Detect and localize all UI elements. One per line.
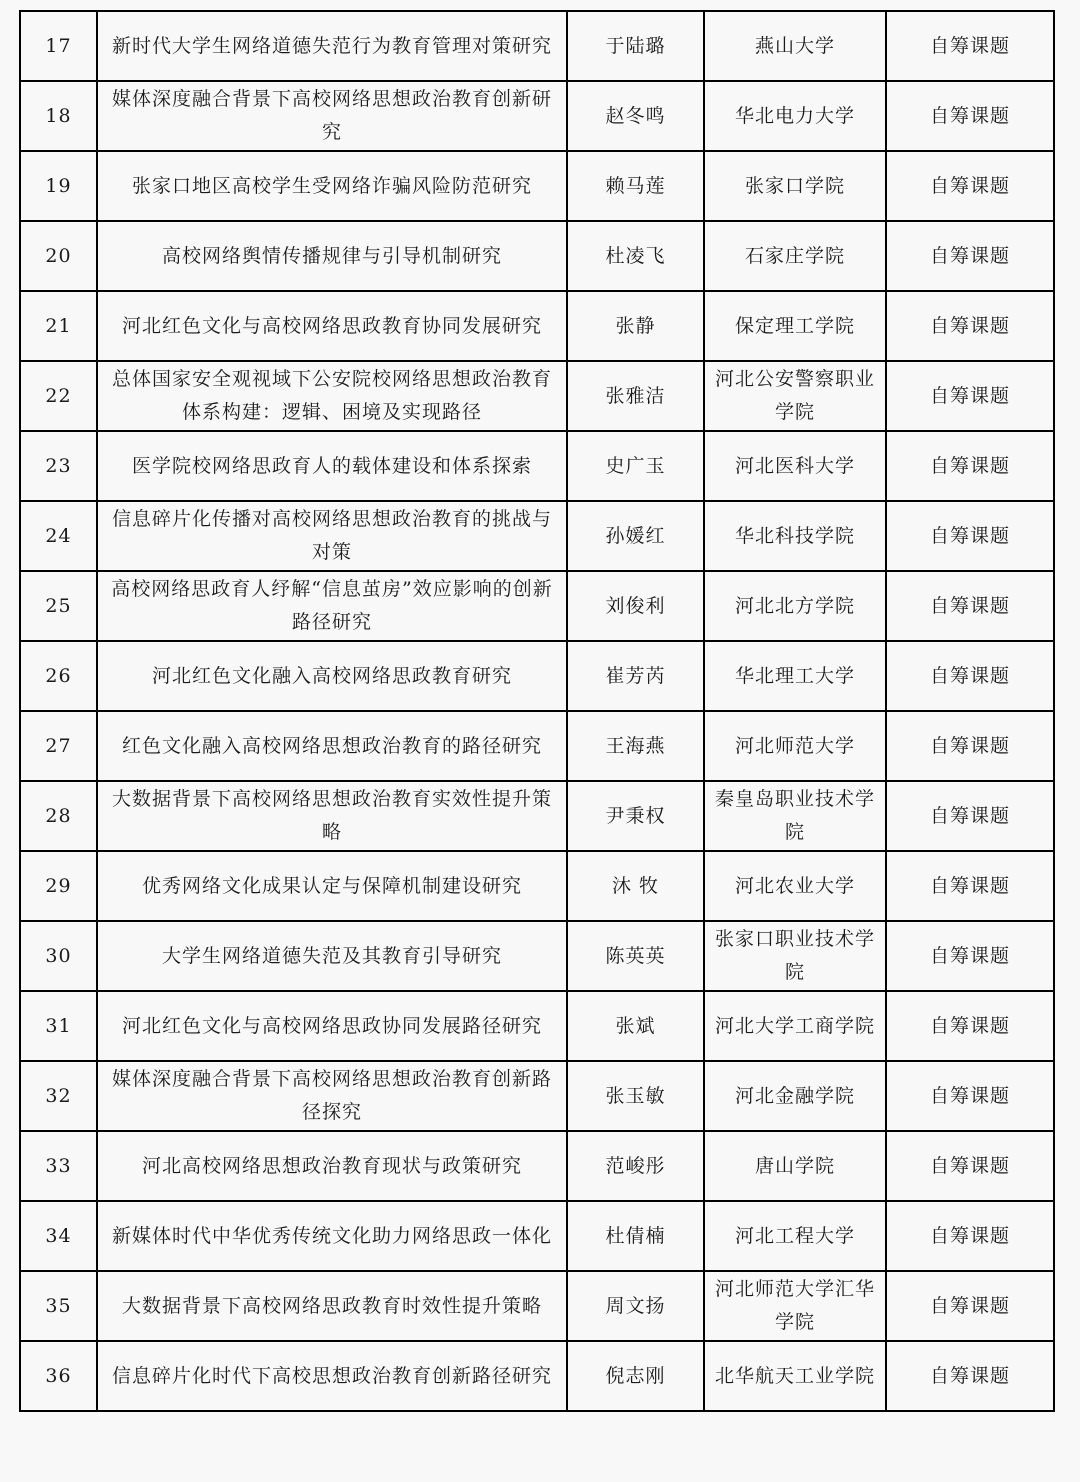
project-title: 河北红色文化与高校网络思政协同发展路径研究 [97,991,567,1061]
project-type: 自筹课题 [886,361,1054,431]
table-row [20,1341,1054,1411]
organization: 燕山大学 [704,11,886,81]
organization: 河北师范大学汇华学院 [704,1271,886,1341]
table-row [20,921,1054,991]
project-leader: 范峻彤 [567,1131,704,1201]
project-title: 大数据背景下高校网络思政教育时效性提升策略 [97,1271,567,1341]
project-leader: 孙媛红 [567,501,704,571]
organization: 华北科技学院 [704,501,886,571]
row-number: 23 [20,431,97,501]
project-leader: 张雅洁 [567,361,704,431]
project-leader: 张静 [567,291,704,361]
project-leader: 崔芳芮 [567,641,704,711]
project-type: 自筹课题 [886,1271,1054,1341]
project-type: 自筹课题 [886,571,1054,641]
project-leader: 刘俊利 [567,571,704,641]
table-row [20,221,1054,291]
row-number: 33 [20,1131,97,1201]
project-leader: 杜倩楠 [567,1201,704,1271]
project-title: 信息碎片化传播对高校网络思想政治教育的挑战与对策 [97,501,567,571]
table-row [20,571,1054,641]
table-row [20,361,1054,431]
table-row [20,11,1054,81]
row-number: 28 [20,781,97,851]
project-title: 媒体深度融合背景下高校网络思想政治教育创新研究 [97,81,567,151]
table-row [20,431,1054,501]
project-leader: 周文扬 [567,1271,704,1341]
table-row [20,1131,1054,1201]
project-type: 自筹课题 [886,1341,1054,1411]
row-number: 29 [20,851,97,921]
row-number: 19 [20,151,97,221]
project-title: 河北高校网络思想政治教育现状与政策研究 [97,1131,567,1201]
organization: 张家口学院 [704,151,886,221]
row-number: 36 [20,1341,97,1411]
project-leader: 尹秉权 [567,781,704,851]
project-type: 自筹课题 [886,641,1054,711]
row-number: 22 [20,361,97,431]
project-title: 大数据背景下高校网络思想政治教育实效性提升策略 [97,781,567,851]
project-type: 自筹课题 [886,431,1054,501]
row-number: 21 [20,291,97,361]
project-leader: 杜凌飞 [567,221,704,291]
project-type: 自筹课题 [886,781,1054,851]
table-row [20,781,1054,851]
row-number: 27 [20,711,97,781]
row-number: 32 [20,1061,97,1131]
project-type: 自筹课题 [886,81,1054,151]
organization: 秦皇岛职业技术学院 [704,781,886,851]
organization: 河北北方学院 [704,571,886,641]
row-number: 31 [20,991,97,1061]
project-title: 高校网络思政育人纾解“信息茧房”效应影响的创新路径研究 [97,571,567,641]
project-title: 信息碎片化时代下高校思想政治教育创新路径研究 [97,1341,567,1411]
organization: 华北电力大学 [704,81,886,151]
table-row [20,851,1054,921]
project-leader: 于陆璐 [567,11,704,81]
organization: 张家口职业技术学院 [704,921,886,991]
project-type: 自筹课题 [886,221,1054,291]
row-number: 24 [20,501,97,571]
project-leader: 史广玉 [567,431,704,501]
row-number: 30 [20,921,97,991]
organization: 河北大学工商学院 [704,991,886,1061]
project-leader: 赖马莲 [567,151,704,221]
project-title: 新时代大学生网络道德失范行为教育管理对策研究 [97,11,567,81]
table-row [20,291,1054,361]
project-title: 张家口地区高校学生受网络诈骗风险防范研究 [97,151,567,221]
project-type: 自筹课题 [886,1061,1054,1131]
project-table-body [20,11,1054,1411]
organization: 河北公安警察职业学院 [704,361,886,431]
table-row [20,711,1054,781]
table-row [20,151,1054,221]
table-row [20,991,1054,1061]
row-number: 17 [20,11,97,81]
project-title: 媒体深度融合背景下高校网络思想政治教育创新路径探究 [97,1061,567,1131]
project-title: 优秀网络文化成果认定与保障机制建设研究 [97,851,567,921]
organization: 河北金融学院 [704,1061,886,1131]
organization: 唐山学院 [704,1131,886,1201]
project-type: 自筹课题 [886,501,1054,571]
project-type: 自筹课题 [886,11,1054,81]
project-title: 高校网络舆情传播规律与引导机制研究 [97,221,567,291]
project-type: 自筹课题 [886,1201,1054,1271]
project-leader: 倪志刚 [567,1341,704,1411]
organization: 河北医科大学 [704,431,886,501]
row-number: 25 [20,571,97,641]
project-leader: 赵冬鸣 [567,81,704,151]
table-row [20,501,1054,571]
organization: 石家庄学院 [704,221,886,291]
row-number: 20 [20,221,97,291]
organization: 河北工程大学 [704,1201,886,1271]
project-leader: 沐 牧 [567,851,704,921]
project-title: 河北红色文化与高校网络思政教育协同发展研究 [97,291,567,361]
project-type: 自筹课题 [886,1131,1054,1201]
project-title: 大学生网络道德失范及其教育引导研究 [97,921,567,991]
project-title: 医学院校网络思政育人的载体建设和体系探索 [97,431,567,501]
table-row [20,641,1054,711]
organization: 河北师范大学 [704,711,886,781]
project-title: 红色文化融入高校网络思想政治教育的路径研究 [97,711,567,781]
row-number: 35 [20,1271,97,1341]
project-leader: 陈英英 [567,921,704,991]
table-row [20,81,1054,151]
organization: 华北理工大学 [704,641,886,711]
project-leader: 张斌 [567,991,704,1061]
table-row [20,1271,1054,1341]
row-number: 18 [20,81,97,151]
project-type: 自筹课题 [886,921,1054,991]
project-type: 自筹课题 [886,991,1054,1061]
project-type: 自筹课题 [886,291,1054,361]
project-type: 自筹课题 [886,151,1054,221]
table-row [20,1061,1054,1131]
organization: 河北农业大学 [704,851,886,921]
project-title: 新媒体时代中华优秀传统文化助力网络思政一体化 [97,1201,567,1271]
project-title: 河北红色文化融入高校网络思政教育研究 [97,641,567,711]
project-title: 总体国家安全观视域下公安院校网络思想政治教育体系构建：逻辑、困境及实现路径 [97,361,567,431]
row-number: 34 [20,1201,97,1271]
row-number: 26 [20,641,97,711]
project-type: 自筹课题 [886,851,1054,921]
project-leader: 张玉敏 [567,1061,704,1131]
organization: 北华航天工业学院 [704,1341,886,1411]
table-row [20,1201,1054,1271]
project-table [19,10,1055,1412]
organization: 保定理工学院 [704,291,886,361]
project-leader: 王海燕 [567,711,704,781]
project-type: 自筹课题 [886,711,1054,781]
